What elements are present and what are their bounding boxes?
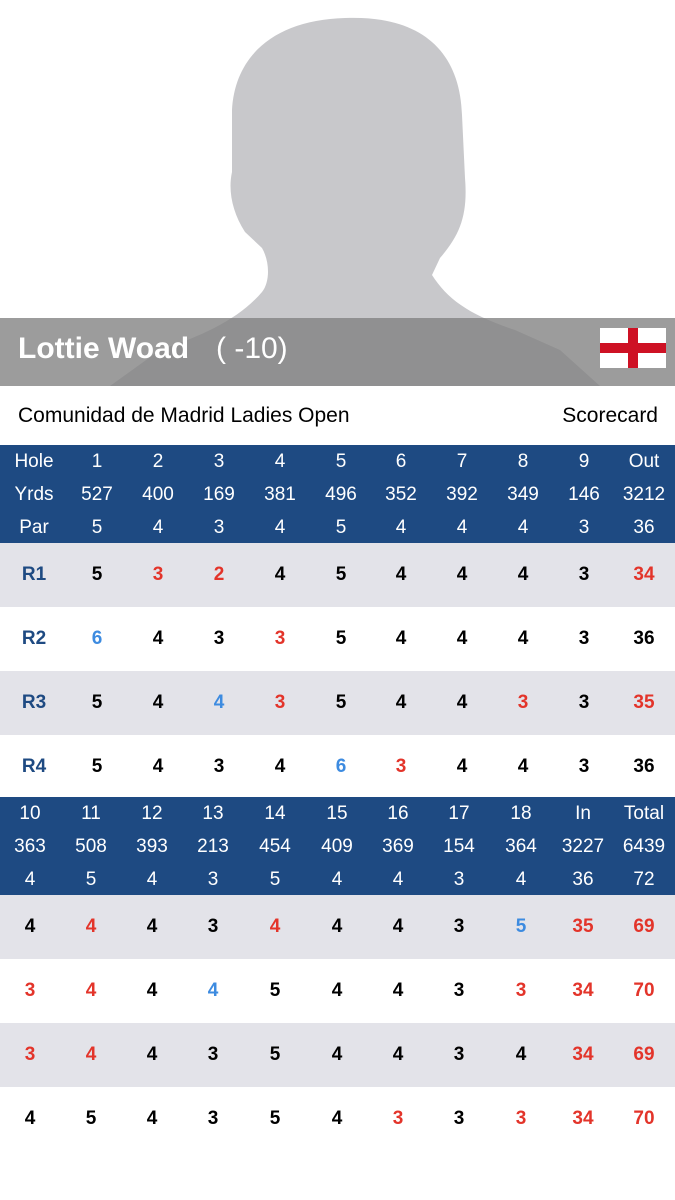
score-cell: 5 bbox=[91, 692, 103, 713]
score-cell: 4 bbox=[24, 1108, 36, 1129]
score-row bbox=[0, 607, 675, 671]
score-cell: 3 bbox=[515, 1108, 527, 1129]
score-cell: 4 bbox=[152, 628, 164, 649]
score-cell: 35 bbox=[572, 916, 594, 937]
back-header-cell: 13 bbox=[202, 803, 224, 824]
back-header-cell: 4 bbox=[515, 869, 527, 890]
score-cell: 4 bbox=[331, 980, 343, 1001]
front-header-cell: 146 bbox=[568, 484, 600, 505]
score-row bbox=[0, 959, 675, 1023]
score-cell: 3 bbox=[207, 1108, 219, 1129]
score-cell: 3 bbox=[24, 980, 36, 1001]
score-cell: 34 bbox=[633, 564, 655, 585]
score-cell: 3 bbox=[453, 980, 465, 1001]
player-name-bar bbox=[0, 318, 675, 386]
score-cell: 4 bbox=[213, 692, 225, 713]
player-name: Lottie Woad bbox=[18, 332, 190, 365]
front-header-cell: 392 bbox=[446, 484, 478, 505]
score-cell: 3 bbox=[152, 564, 164, 585]
score-cell: 4 bbox=[392, 980, 404, 1001]
score-row bbox=[0, 895, 675, 959]
back-header-cell: 4 bbox=[392, 869, 404, 890]
score-cell: 5 bbox=[335, 628, 347, 649]
score-cell: 4 bbox=[85, 916, 97, 937]
front-header-cell: 4 bbox=[274, 517, 286, 538]
score-cell: 34 bbox=[572, 1108, 594, 1129]
score-cell: 5 bbox=[269, 1108, 281, 1129]
score-cell: 34 bbox=[572, 980, 594, 1001]
back-header-cell: 3227 bbox=[561, 836, 605, 857]
scorecard-tab[interactable]: Scorecard bbox=[562, 404, 658, 427]
player-photo bbox=[0, 0, 675, 386]
score-cell: 36 bbox=[633, 756, 655, 777]
score-cell: 3 bbox=[274, 692, 286, 713]
front-header-cell: 8 bbox=[517, 451, 529, 472]
back-header-cell: 11 bbox=[81, 803, 101, 824]
score-cell: 70 bbox=[633, 1108, 655, 1129]
score-cell: 3 bbox=[213, 628, 225, 649]
score-cell: 3 bbox=[274, 628, 286, 649]
score-cell: 5 bbox=[515, 916, 527, 937]
score-cell: 4 bbox=[146, 1044, 158, 1065]
round-label: R1 bbox=[21, 564, 47, 585]
front-header-cell: Par bbox=[19, 517, 49, 538]
score-cell: 6 bbox=[335, 756, 347, 777]
score-cell: 3 bbox=[578, 564, 590, 585]
score-cell: 4 bbox=[146, 1108, 158, 1129]
score-cell: 4 bbox=[395, 692, 407, 713]
back-header-cell: 369 bbox=[382, 836, 414, 857]
score-cell: 4 bbox=[331, 916, 343, 937]
front-header-cell: 3 bbox=[578, 517, 590, 538]
round-label: R3 bbox=[21, 692, 47, 713]
front-header-cell: 527 bbox=[81, 484, 113, 505]
front-header-cell: 4 bbox=[517, 517, 529, 538]
score-cell: 35 bbox=[633, 692, 655, 713]
back-header-cell: 18 bbox=[510, 803, 532, 824]
event-header bbox=[0, 386, 675, 445]
score-cell: 5 bbox=[91, 756, 103, 777]
score-cell: 3 bbox=[207, 1044, 219, 1065]
back-header-cell: 4 bbox=[146, 869, 158, 890]
score-cell: 3 bbox=[453, 916, 465, 937]
score-cell: 4 bbox=[517, 564, 529, 585]
score-cell: 4 bbox=[85, 980, 97, 1001]
back-header-cell: 3 bbox=[207, 869, 219, 890]
front-header-cell: 169 bbox=[203, 484, 235, 505]
score-cell: 4 bbox=[85, 1044, 97, 1065]
front-header-cell: 496 bbox=[325, 484, 357, 505]
score-cell: 4 bbox=[392, 916, 404, 937]
score-cell: 70 bbox=[633, 980, 655, 1001]
front-header-cell: 349 bbox=[507, 484, 539, 505]
event-name: Comunidad de Madrid Ladies Open bbox=[18, 404, 350, 427]
score-cell: 4 bbox=[456, 628, 468, 649]
front-header-cell: 4 bbox=[395, 517, 407, 538]
score-row bbox=[0, 1023, 675, 1087]
score-cell: 3 bbox=[392, 1108, 404, 1129]
front-header-cell: Yrds bbox=[14, 484, 54, 505]
score-cell: 3 bbox=[395, 756, 407, 777]
score-cell: 4 bbox=[331, 1108, 343, 1129]
score-cell: 4 bbox=[207, 980, 219, 1001]
front-header-cell: Hole bbox=[14, 451, 54, 472]
back-nine-header bbox=[0, 797, 675, 896]
score-cell: 3 bbox=[453, 1108, 465, 1129]
back-header-cell: 17 bbox=[448, 803, 470, 824]
front-header-cell: 5 bbox=[335, 451, 347, 472]
back-header-cell: 12 bbox=[141, 803, 163, 824]
england-flag-icon bbox=[600, 328, 666, 368]
score-cell: 4 bbox=[269, 916, 281, 937]
score-cell: 4 bbox=[146, 980, 158, 1001]
back-header-cell: 14 bbox=[264, 803, 286, 824]
back-header-cell: 16 bbox=[387, 803, 409, 824]
score-cell: 3 bbox=[517, 692, 529, 713]
back-header-cell: 393 bbox=[136, 836, 168, 857]
back-header-cell: 5 bbox=[85, 869, 97, 890]
score-cell: 4 bbox=[152, 692, 164, 713]
front-header-row bbox=[0, 478, 675, 511]
front-header-cell: 3212 bbox=[622, 484, 666, 505]
score-cell: 3 bbox=[578, 692, 590, 713]
back-header-row bbox=[0, 830, 675, 863]
front-header-cell: 2 bbox=[152, 451, 164, 472]
front-header-cell: 4 bbox=[456, 517, 468, 538]
front-header-cell: 5 bbox=[91, 517, 103, 538]
back-header-cell: 364 bbox=[505, 836, 537, 857]
back-header-cell: 5 bbox=[269, 869, 281, 890]
front-header-cell: 7 bbox=[456, 451, 468, 472]
player-score: ( -10) bbox=[216, 332, 288, 365]
score-row bbox=[0, 543, 675, 607]
back-header-cell: 363 bbox=[14, 836, 46, 857]
score-cell: 5 bbox=[269, 1044, 281, 1065]
score-cell: 5 bbox=[85, 1108, 97, 1129]
back-header-row bbox=[0, 797, 675, 830]
score-cell: 4 bbox=[456, 756, 468, 777]
score-cell: 3 bbox=[24, 1044, 36, 1065]
score-cell: 3 bbox=[213, 756, 225, 777]
front-header-cell: Out bbox=[628, 451, 660, 472]
back-header-row bbox=[0, 863, 675, 896]
back-header-cell: 4 bbox=[331, 869, 343, 890]
front-header-cell: 5 bbox=[335, 517, 347, 538]
score-cell: 4 bbox=[274, 564, 286, 585]
front-header-cell: 3 bbox=[213, 517, 225, 538]
score-row bbox=[0, 1087, 675, 1151]
score-cell: 5 bbox=[269, 980, 281, 1001]
score-cell: 3 bbox=[453, 1044, 465, 1065]
score-cell: 4 bbox=[274, 756, 286, 777]
back-header-cell: 72 bbox=[633, 869, 655, 890]
back-header-cell: 4 bbox=[24, 869, 36, 890]
score-cell: 4 bbox=[395, 564, 407, 585]
back-header-cell: 409 bbox=[321, 836, 353, 857]
front-header-cell: 3 bbox=[213, 451, 225, 472]
score-cell: 69 bbox=[633, 916, 655, 937]
score-cell: 4 bbox=[517, 756, 529, 777]
score-cell: 3 bbox=[578, 756, 590, 777]
front-header-cell: 4 bbox=[274, 451, 286, 472]
back-header-cell: 508 bbox=[75, 836, 107, 857]
front-nine-header bbox=[0, 445, 675, 544]
back-header-cell: 3 bbox=[453, 869, 465, 890]
score-cell: 36 bbox=[633, 628, 655, 649]
score-cell: 69 bbox=[633, 1044, 655, 1065]
front-header-cell: 9 bbox=[578, 451, 590, 472]
back-header-cell: In bbox=[575, 803, 591, 824]
front-header-cell: 4 bbox=[152, 517, 164, 538]
front-header-row bbox=[0, 445, 675, 478]
back-header-cell: 6439 bbox=[622, 836, 666, 857]
score-cell: 2 bbox=[213, 564, 225, 585]
front-header-cell: 6 bbox=[395, 451, 407, 472]
score-row bbox=[0, 735, 675, 799]
score-cell: 6 bbox=[91, 628, 103, 649]
score-cell: 3 bbox=[515, 980, 527, 1001]
front-header-cell: 352 bbox=[385, 484, 417, 505]
score-cell: 4 bbox=[515, 1044, 527, 1065]
back-header-cell: 154 bbox=[443, 836, 475, 857]
back-header-cell: 36 bbox=[572, 869, 594, 890]
score-cell: 5 bbox=[335, 692, 347, 713]
score-cell: 4 bbox=[24, 916, 36, 937]
front-header-cell: 1 bbox=[91, 451, 103, 472]
front-header-cell: 381 bbox=[264, 484, 296, 505]
score-cell: 4 bbox=[152, 756, 164, 777]
back-header-cell: 213 bbox=[197, 836, 229, 857]
score-cell: 3 bbox=[207, 916, 219, 937]
score-cell: 4 bbox=[456, 564, 468, 585]
score-cell: 4 bbox=[456, 692, 468, 713]
score-cell: 34 bbox=[572, 1044, 594, 1065]
back-header-cell: 454 bbox=[259, 836, 291, 857]
score-row bbox=[0, 671, 675, 735]
front-header-cell: 36 bbox=[633, 517, 655, 538]
score-cell: 4 bbox=[517, 628, 529, 649]
round-label: R4 bbox=[21, 756, 47, 777]
front-header-cell: 400 bbox=[142, 484, 174, 505]
round-label: R2 bbox=[21, 628, 47, 649]
score-cell: 4 bbox=[146, 916, 158, 937]
front-header-row bbox=[0, 511, 675, 544]
back-header-cell: 10 bbox=[19, 803, 41, 824]
back-header-cell: 15 bbox=[326, 803, 348, 824]
score-cell: 5 bbox=[91, 564, 103, 585]
score-cell: 5 bbox=[335, 564, 347, 585]
score-cell: 4 bbox=[331, 1044, 343, 1065]
score-cell: 4 bbox=[392, 1044, 404, 1065]
back-header-cell: Total bbox=[623, 803, 665, 824]
score-cell: 3 bbox=[578, 628, 590, 649]
score-cell: 4 bbox=[395, 628, 407, 649]
